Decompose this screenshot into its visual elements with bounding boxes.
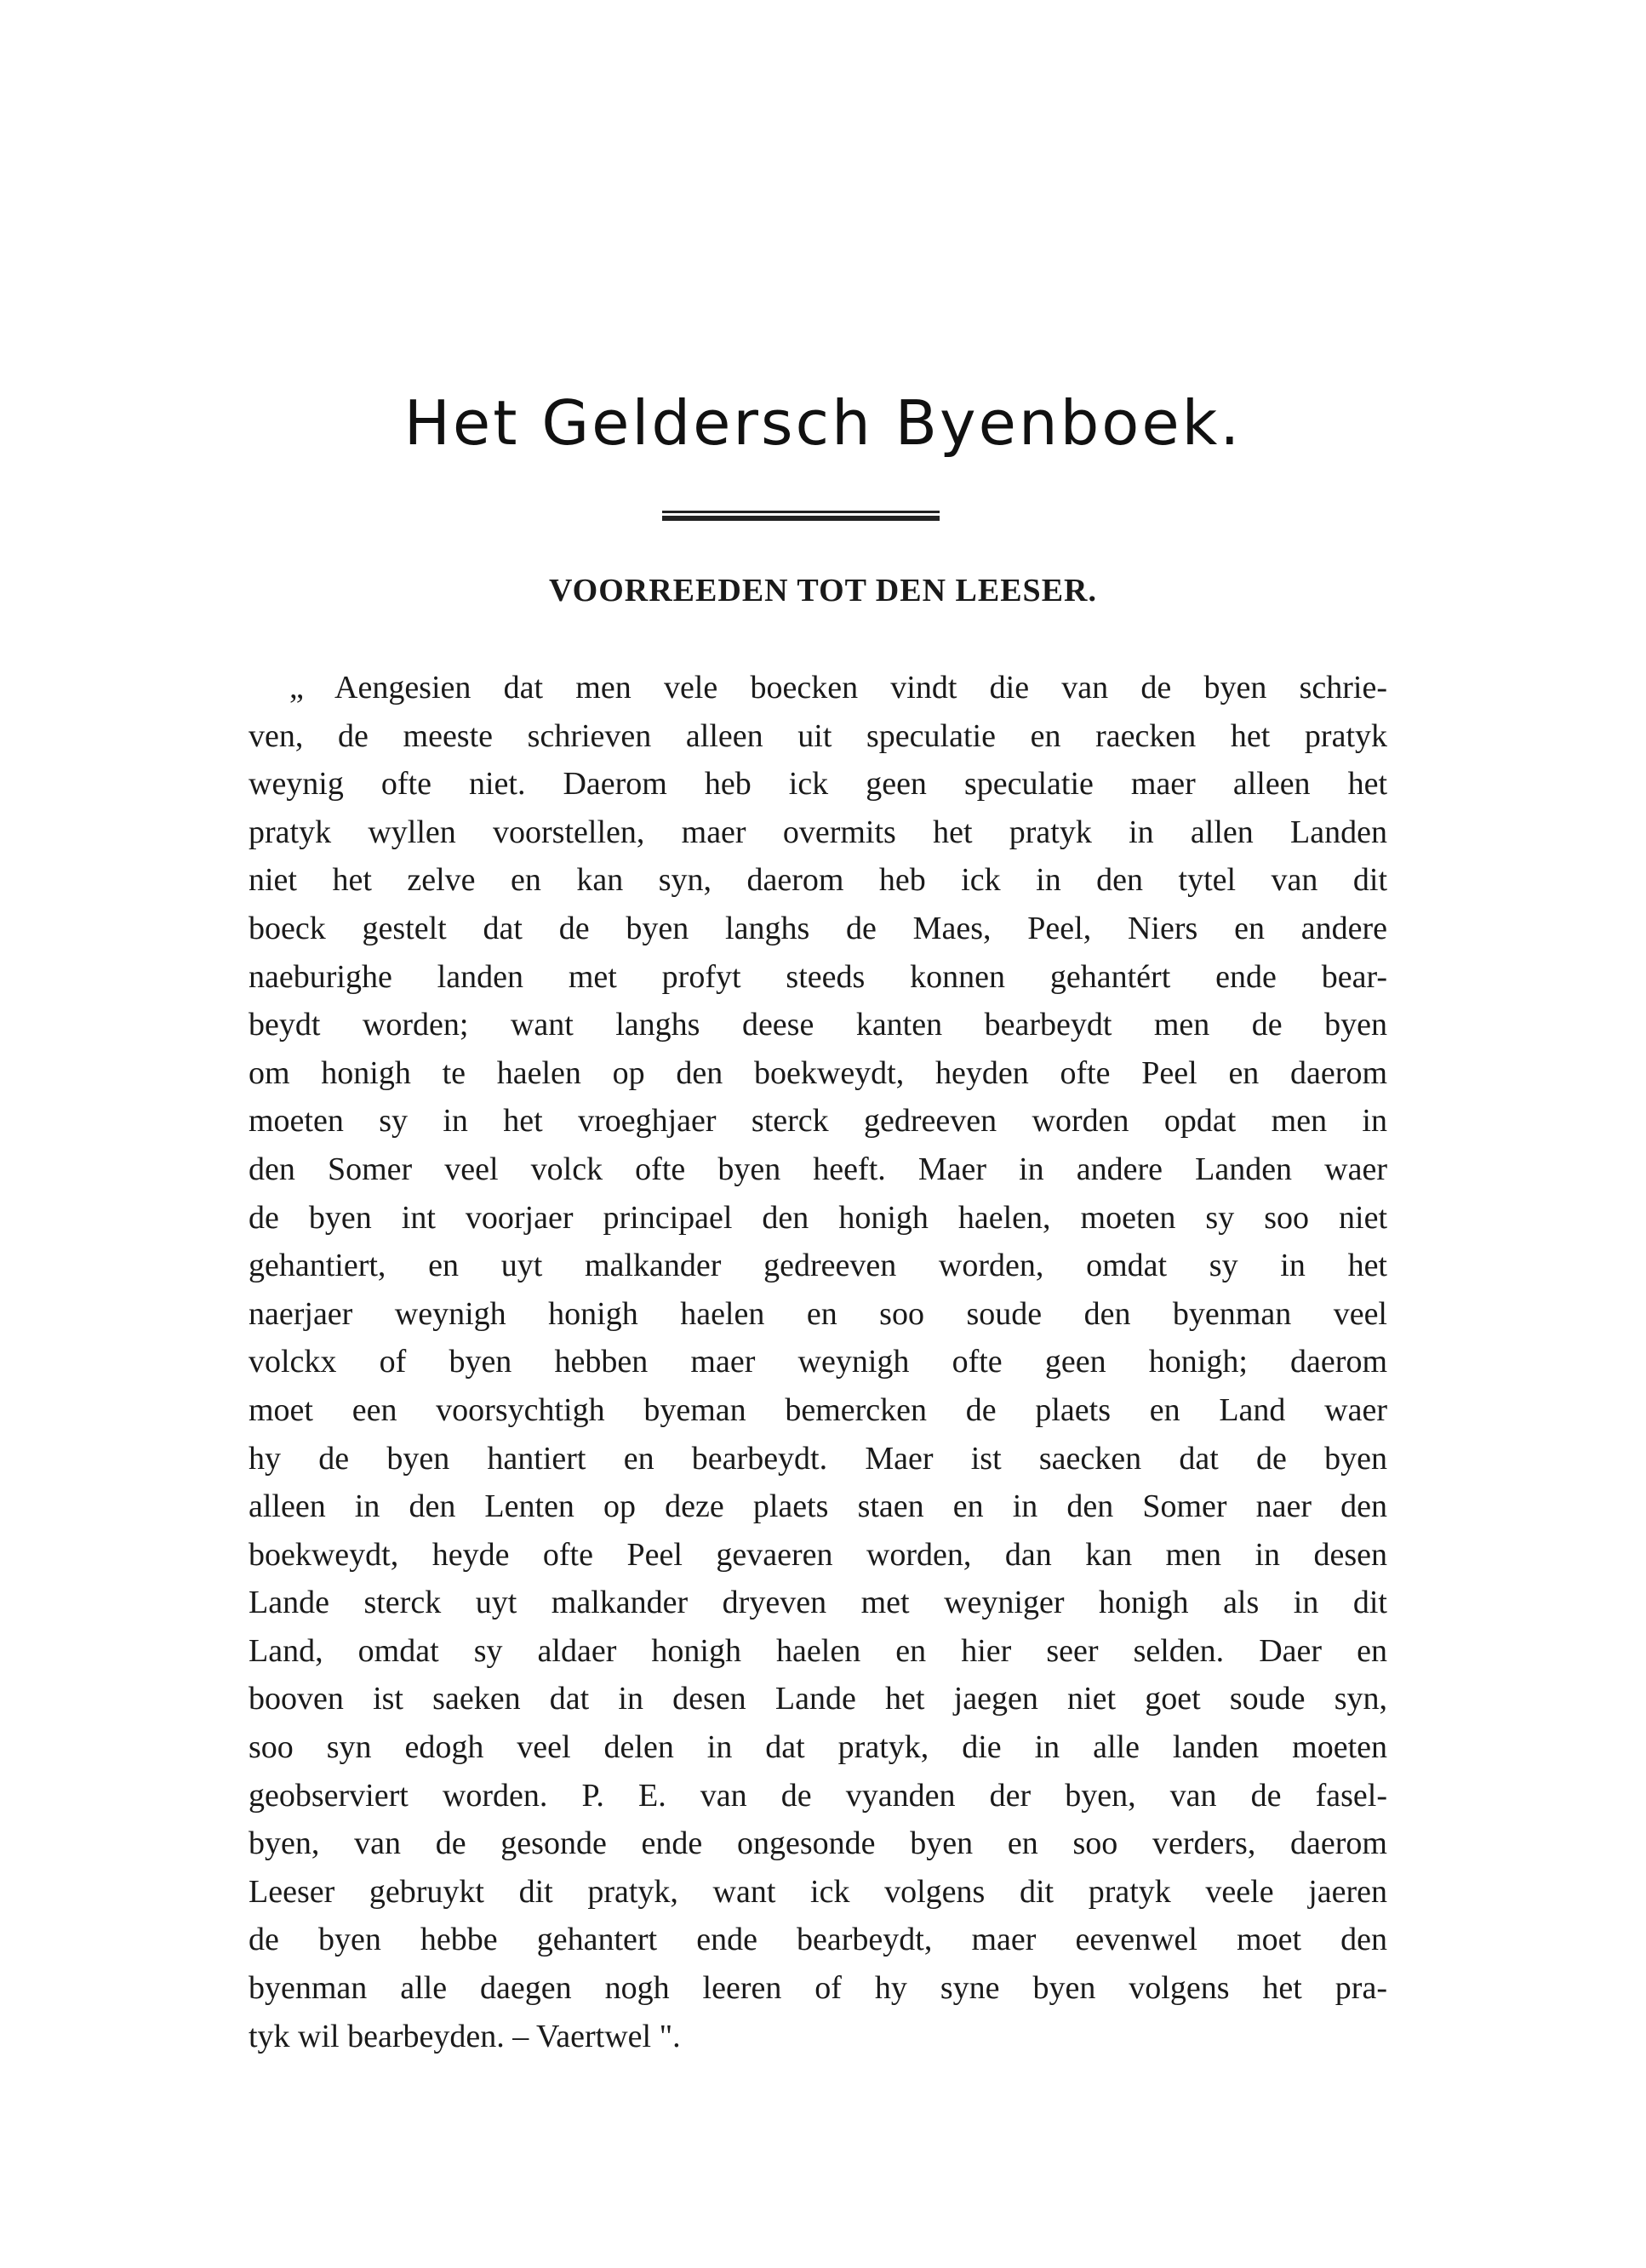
text-line: ven, de meeste schrieven alleen uit speculatie en raecken het pratyk — [249, 717, 1387, 754]
text-line: weynig ofte niet. Daerom heb ick geen speculatie maer alleen het — [249, 766, 1387, 803]
text-line: om honigh te haelen op den boekweydt, heyden ofte Peel en daerom — [249, 1054, 1387, 1091]
text-line: „ Aengesien dat men vele boecken vindt die van de byen schrie- — [289, 670, 1387, 706]
text-line: volckx of byen hebben maer weynigh ofte geen honigh; daerom — [249, 1344, 1387, 1380]
text-line: niet het zelve en kan syn, daerom heb ick in den tytel van dit — [249, 862, 1387, 899]
text-line: hy de byen hantiert en bearbeydt. Maer ist saecken dat de byen — [249, 1440, 1387, 1477]
text-line: booven ist saeken dat in desen Lande het jaegen niet goet soude syn, — [249, 1681, 1387, 1717]
text-line: soo syn edogh veel delen in dat pratyk, die in alle landen moeten — [249, 1729, 1387, 1766]
text-line: moet een voorsychtigh byeman bemercken de plaets en Land waer — [249, 1391, 1387, 1428]
text-line: de byen hebbe gehantert ende bearbeydt, maer eevenwel moet den — [249, 1922, 1387, 1958]
text-line: geobserviert worden. P. E. van de vyanden der byen, van de fasel- — [249, 1777, 1387, 1814]
text-line: alleen in den Lenten op deze plaets staen en in den Somer naer den — [249, 1488, 1387, 1525]
text-line: de byen int voorjaer principael den honigh haelen, moeten sy soo niet — [249, 1199, 1387, 1236]
text-line: byenman alle daegen nogh leeren of hy syne byen volgens het pra- — [249, 1970, 1387, 2007]
rule-thin-line — [662, 511, 940, 513]
text-line: Land, omdat sy aldaer honigh haelen en hier seer selden. Daer en — [249, 1632, 1387, 1669]
text-line: gehantiert, en uyt malkander gedreeven worden, omdat sy in het — [249, 1248, 1387, 1284]
text-line: boeck gestelt dat de byen langhs de Maes, Peel, Niers en andere — [249, 910, 1387, 946]
text-line: boekweydt, heyde ofte Peel gevaeren worden, dan kan men in desen — [249, 1536, 1387, 1573]
text-line: naerjaer weynigh honigh haelen en soo soude den byenman veel — [249, 1295, 1387, 1332]
rule-thick-line — [662, 516, 940, 521]
text-line: beydt worden; want langhs deese kanten bearbeydt men de byen — [249, 1007, 1387, 1043]
section-heading: VOORREEDEN TOT DEN LEESER. — [549, 573, 1097, 608]
text-line: byen, van de gesonde ende ongesonde byen en soo verders, daerom — [249, 1825, 1387, 1862]
body-text — [249, 664, 1387, 2060]
ornamental-rule — [662, 511, 940, 522]
text-line: pratyk wyllen voorstellen, maer overmits het pratyk in allen Landen — [249, 814, 1387, 850]
text-line: Leeser gebruykt dit pratyk, want ick volgens dit pratyk veele jaeren — [249, 1873, 1387, 1910]
text-line: Lande sterck uyt malkander dryeven met weyniger honigh als in dit — [249, 1585, 1387, 1621]
text-line: naeburighe landen met profyt steeds konnen gehantért ende bear- — [249, 958, 1387, 995]
text-line: tyk wil bearbeyden. – Vaertwel ". — [249, 2018, 681, 2054]
text-line: moeten sy in het vroeghjaer sterck gedreeven worden opdat men in — [249, 1103, 1387, 1140]
text-line: den Somer veel volck ofte byen heeft. Maer in andere Landen waer — [249, 1151, 1387, 1187]
page-title: Het Geldersch Byenboek. — [403, 387, 1243, 459]
